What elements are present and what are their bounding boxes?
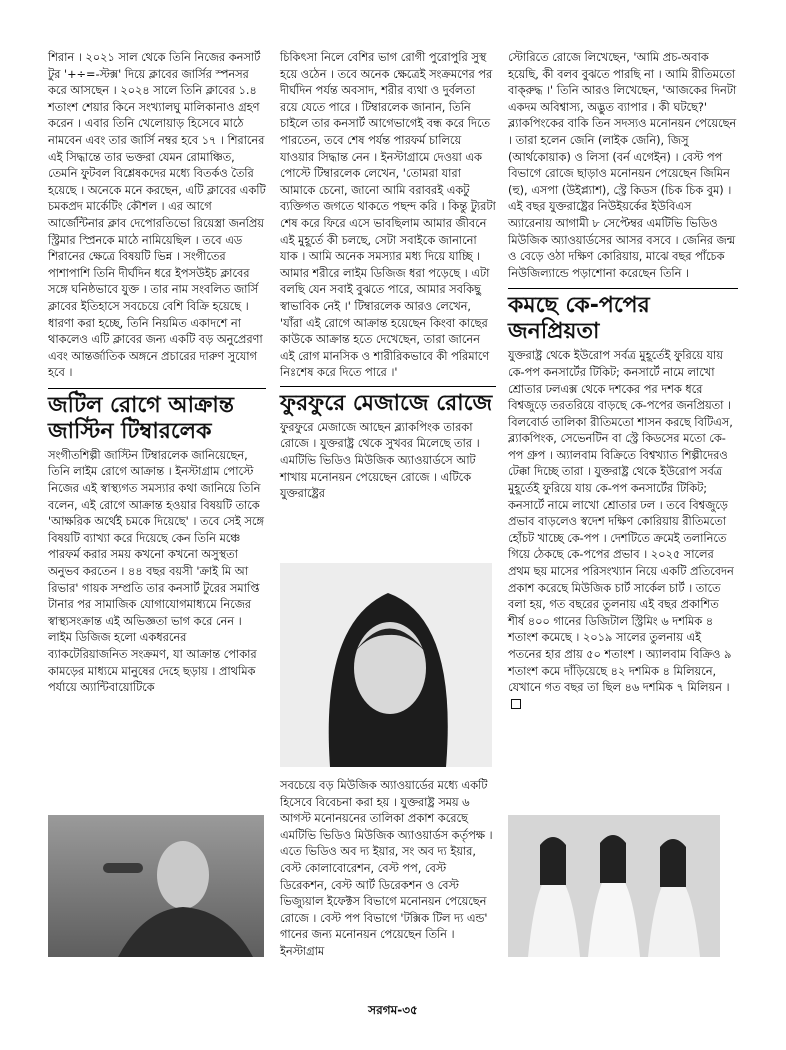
article-column-left: [48, 50, 270, 840]
kpop-group-photo: [508, 815, 720, 957]
rose-photo: [280, 563, 492, 767]
rose-continued-paragraph: স্টোরিতে রোজে লিখেছেন, 'আমি প্রচ-অবাক হয়েছি, কী বলব বুঝতে পারছি না । আমি রীতিমতো বাক্‌রুদ্ধ ।' তিনি আরও লিখেছেন, 'আজকের দিনটা একদম অবিশ্বাস্য, অদ্ভুত ব্যাপার । কী ঘটছে?' ব্ল্যাকপিংকের বাকি তিন সদস্যও মনোনয়ন পেয়েছেন । তারা হলেন জেনি (লাইক জেনি), জিসু (আর্থকোয়াক) ও লিসা (বর্ন এগেইন) । বেস্ট পপ বিভাগে রোজে ছাড়াও মনোনয়ন পেয়েছেন জিমিন (হু), এসপা (উইপ্ল্যাশ), স্ট্রে কিডস (চিক চিক বুম) । এই বছর যুক্তরাষ্ট্রের নিউইয়র্কের ইউবিএস অ্যারেনায় আগামী ৮ সেপ্টেম্বর এমটিভি ভিডিও মিউজিক অ্যাওয়ার্ডসের আসর বসবে । জেনির জন্ম ও বেড়ে ওঠা দক্ষিণ কোরিয়ায়, মাঝে বছর পাঁচেক নিউজিল্যান্ডে পড়াশোনা করেছেন তিনি ।: [508, 51, 740, 280]
kpop-heading: কমছে কে-পপের জনপ্রিয়তা: [508, 293, 650, 345]
section-divider: [48, 388, 266, 389]
rose-awards-paragraph: সবচেয়ে বড় মিউজিক অ্যাওয়ার্ডের মধ্যে একটি হিসেবে বিবেচনা করা হয় । যুক্তরাষ্ট্র সময় ৬ আগস্ট মনোনয়নের তালিকা প্রকাশ করেছে এমটিভি ভিডিও মিউজিক অ্যাওয়ার্ডস কর্তৃপক্ষ । এতে ভিডিও অব দ্য ইয়ার, সং অব দ্য ইয়ার, বেস্ট কোলাবোরেশন, বেস্ট পপ, বেস্ট ডিরেকশন, বেস্ট আর্ট ডিরেকশন ও বেস্ট ভিজ্যুয়াল ইফেক্টস বিভাগে মনোনয়ন পেয়েছেন রোজে । বেস্ট পপ বিভাগে 'টক্সিক টিল দ্য এন্ড' গানের জন্য মনোনয়ন পেয়েছেন তিনি । ইনস্টাগ্রাম: [280, 779, 497, 958]
timberlake-continued-paragraph: চিকিৎসা নিলে বেশির ভাগ রোগী পুরোপুরি সুস্থ হয়ে ওঠেন । তবে অনেক ক্ষেত্রেই সংক্রমণের পর দীর্ঘদিন পর্যন্ত অবসাদ, শরীর ব্যথা ও দুর্বলতা রয়ে যেতে পারে । টিম্বারলেক জানান, তিনি চাইলে তার কনসার্ট আগেভাগেই বন্ধ করে দিতে পারতেন, তবে শেষ পর্যন্ত পারফর্ম চালিয়ে যাওয়ার সিদ্ধান্ত নেন । ইনস্টাগ্রামে দেওয়া এক পোস্টে টিম্বারলেক লেখেন, 'তোমরা যারা আমাকে চেনো, জানো আমি বরাবরই একটু ব্যক্তিগত জগতে থাকতে পছন্দ করি । কিন্তু ট্যুরটা শেষ করে ফিরে এসে ভাবছিলাম আমার জীবনে এই মুহূর্তে কী চলছে, সেটা সবাইকে জানানো যাক । আমি অনেক সমস্যার মধ্য দিয়ে যাচ্ছি । আমার শরীরে লাইম ডিজিজ ধরা পড়েছে । এটা বলছি যেন সবাই বুঝতে পারে, আমার সবকিছু স্বাভাবিক নেই ।' টিম্বারলেক আরও লেখেন, 'যাঁরা এই রোগে আক্রান্ত হয়েছেন কিংবা কাছের কাউকে আক্রান্ত হতে দেখেছেন, তারা জানেন এই রোগ মানসিক ও শারীরিকভাবে কী পরিমাণে নিঃশেষ করে দিতে পারে ।': [280, 51, 500, 380]
timberlake-photo: [48, 815, 264, 957]
section-divider: [508, 288, 738, 289]
rose-intro-paragraph: ফুরফুরে মেজাজে আছেন ব্ল্যাকপিংক তারকা রোজে । যুক্তরাষ্ট্র থেকে সুখবর মিলেছে তার । এমটিভি ভিডিও মিউজিক অ্যাওয়ার্ডসে আট শাখায় মনোনয়ন পেয়েছেন রোজে । এটিকে যুক্তরাষ্ট্রের: [280, 420, 484, 501]
sheeran-paragraph: শিরান । ২০২১ সাল থেকে তিনি নিজের কনসার্ট টুর '+÷=-স্টক্স' দিয়ে ক্লাবের জার্সির স্পনসর করে আসছেন । ২০২৪ সালে তিনি ক্লাবের ১.৪ শতাংশ শেয়ার কিনে সংখ্যালঘু মালিকানাও গ্রহণ করেন । এবার তিনি খেলোয়াড় হিসেবে মাঠে নামবেন এবং তার জার্সি নম্বর হবে ১৭ । শিরানের এই সিদ্ধান্তে তার ভক্তরা যেমন রোমাঞ্চিত, তেমনি ফুটবল বিশ্লেষকদের মধ্যে বিতর্কও তৈরি হয়েছে । অনেকে মনে করছেন, এটি ক্লাবের একটি চমকপ্রদ মার্কেটিং কৌশল । এর আগে আর্জেন্টিনার ক্লাব দেপোরতিভো রিয়েস্ত্রা জনপ্রিয় স্ট্রিমার স্প্রিনকে মাঠে নামিয়েছিল । তবে এড শিরানের ক্ষেত্রে বিষয়টি ভিন্ন । সংগীতের পাশাপাশি তিনি দীর্ঘদিন ধরে ইপসউইচ ক্লাবের সঙ্গে ঘনিষ্ঠভাবে যুক্ত । তার নাম সংবলিত জার্সি ক্লাবের ইতিহাসে সবচেয়ে বেশি বিক্রি হয়েছে । ধারণা করা হচ্ছে, তিনি নিয়মিত একাদশে না থাকলেও এটি ক্লাবের জন্য একটি বড় অনুপ্রেরণা এবং আন্তর্জাতিক অঙ্গনে প্রচারের দারুণ সুযোগ হবে ।: [48, 51, 270, 380]
section-divider: [280, 386, 496, 387]
article-column-right: [508, 50, 738, 805]
timberlake-heading: জটিল রোগে আক্রান্ত জাস্টিন টিম্বারলেক: [48, 392, 234, 444]
rose-heading: ফুরফুরে মেজাজে রোজে: [280, 390, 493, 416]
timberlake-paragraph: সংগীতশিল্পী জাস্টিন টিম্বারলেক জানিয়েছেন, তিনি লাইম রোগে আক্রান্ত । ইনস্টাগ্রাম পোস্টে নিজের এই স্বাস্থ্যগত সমস্যার কথা জানিয়ে তিনি বলেন, এই রোগে আক্রান্ত হওয়ার বিষয়টি তাকে 'আক্ষরিক অর্থেই চমকে দিয়েছে' । তবে সেই সঙ্গে বিষয়টি ব্যাখ্যা করে দিয়েছে কেন তিনি মঞ্চে পারফর্ম করার সময় কখনো কখনো অসুস্থতা অনুভব করতেন । ৪৪ বছর বয়সী 'ক্রাই মি আ রিভার' গায়ক সম্প্রতি তার কনসার্ট টুরের সমাপ্তি টানার পর সামাজিক যোগাযোগমাধ্যমে নিজের স্বাস্থ্যসংক্রান্ত এই অভিজ্ঞতা ভাগ করে নেন । লাইম ডিজিজ হলো একধরনের ব্যাকটেরিয়াজনিত সংক্রমণ, যা আক্রান্ত পোকার কামড়ের মাধ্যমে মানুষের দেহে ছড়ায় । প্রাথমিক পর্যায়ে অ্যান্টিবায়োটিকে: [48, 448, 268, 695]
kpop-paragraph: যুক্তরাষ্ট্র থেকে ইউরোপ সর্বত্র মুহূর্তেই ফুরিয়ে যায় কে-পপ কনসার্টের টিকিট; কনসার্টে নামে লাখো শ্রোতার ঢলএক্স থেকে দশকের পর দশক ধরে বিশ্বজুড়ে তরতরিয়ে বাড়ছে কে-পপের জনপ্রিয়তা । বিলবোর্ড তালিকা রীতিমতো শাসন করছে বিটিএস, ব্ল্যাকপিংক, সেভেনটিন বা স্ট্রে কিডসের মতো কে-পপ গ্রুপ । অ্যালবাম বিক্রিতে বিশ্বখ্যাত শিল্পীদেরও টেক্কা দিচ্ছে তারা । যুক্তরাষ্ট্র থেকে ইউরোপ সর্বত্র মুহূর্তেই ফুরিয়ে যায় কে-পপ কনসার্টের টিকিট; কনসার্টে নামে লাখো শ্রোতার ঢল । তবে বিশ্বজুড়ে প্রভাব বাড়লেও স্বদেশ দক্ষিণ কোরিয়ায় রীতিমতো হোঁচট খাচ্ছে কে-পপ । দেশটিতে ক্রমেই তলানিতে গিয়ে ঠেকছে কে-পপের প্রভাব । ২০২৫ সালের প্রথম ছয় মাসের পরিসংখ্যান নিয়ে একটি প্রতিবেদন প্রকাশ করেছে মিউজিক চার্ট সার্কেল চার্ট । তাতে বলা হয়, গত বছরের তুলনায় এই বছর প্রকাশিত শীর্ষ ৪০০ গানের ডিজিটাল স্ট্রিমিং ৬ দশমিক ৪ শতাংশ কমেছে । ২০১৯ সালের তুলনায় এই পতনের হার প্রায় ৫০ শতাংশ । অ্যালবাম বিক্রিও ৯ শতাংশ কমে দাঁড়িয়েছে ৪২ দশমিক ৪ মিলিয়নে, যেখানে গত বছর তা ছিল ৪৬ দশমিক ৭ মিলিয়ন ।: [508, 349, 738, 695]
article-column-middle-lower: [280, 778, 497, 958]
page-folio: সরগম-৩৫: [368, 1003, 418, 1017]
article-column-middle: [280, 50, 500, 501]
end-mark-icon: [511, 699, 521, 709]
